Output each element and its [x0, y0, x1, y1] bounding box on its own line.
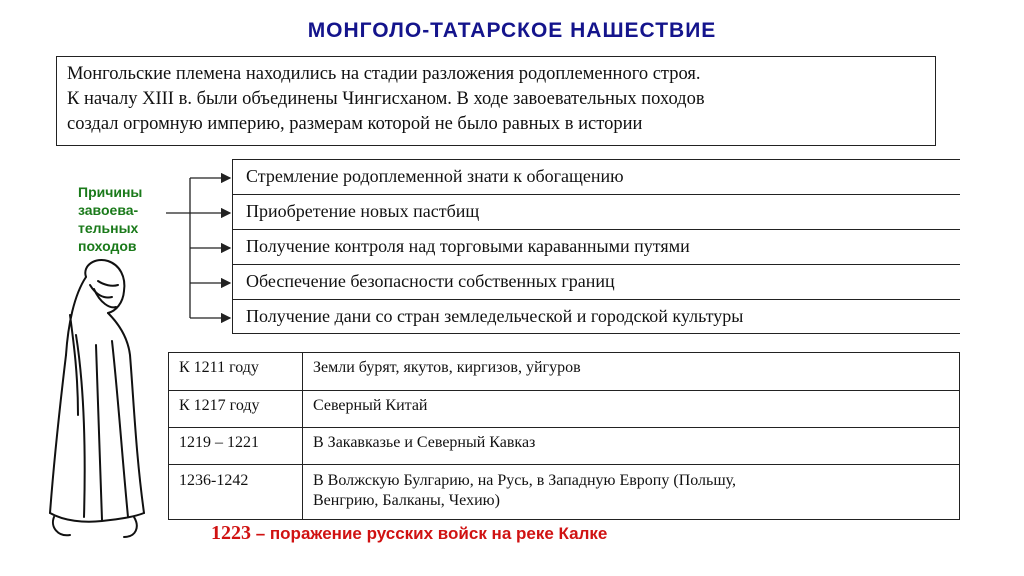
causes-label-line: тельных [78, 220, 139, 236]
causes-list [232, 159, 960, 334]
causes-label-line: походов [78, 238, 137, 254]
table-row [169, 353, 960, 391]
conquest-lands-line: В Волжскую Булгарию, на Русь, в Западную Европу (Польшу, [313, 472, 737, 489]
kalka-battle-note [211, 522, 607, 545]
conquest-lands [303, 428, 960, 465]
conquests-table [168, 352, 960, 520]
cause-item: Стремление родоплеменной знати к обогащению [232, 159, 960, 194]
conquest-lands [303, 353, 960, 391]
intro-line: К началу XIII в. были объединены Чингисханом. В ходе завоевательных походов [67, 89, 705, 109]
cause-item: Приобретение новых пастбищ [232, 194, 960, 229]
kalka-text: – поражение русских войск на реке Калке [251, 524, 608, 543]
table-row [169, 465, 960, 520]
cause-item: Получение контроля над торговыми караванными путями [232, 229, 960, 264]
conquest-lands [303, 391, 960, 428]
conquest-year: 1236-1242 [169, 465, 303, 520]
conquest-lands [303, 465, 960, 520]
conquest-year: К 1211 году [169, 353, 303, 391]
conquest-lands-line: Венгрию, Балканы, Чехию) [313, 492, 500, 509]
causes-label-line: Причины [78, 184, 143, 200]
table-row [169, 428, 960, 465]
cause-item: Получение дани со стран земледельческой и городской культуры [232, 299, 960, 334]
conquest-lands-line: Земли бурят, якутов, киргизов, уйгуров [313, 359, 581, 376]
conquest-year: 1219 – 1221 [169, 428, 303, 465]
kalka-year: 1223 [211, 522, 251, 544]
intro-line: создал огромную империю, размерам которой не было равных в истории [67, 114, 643, 134]
causes-label-line: завоева- [78, 202, 139, 218]
intro-line: Монгольские племена находились на стадии разложения родоплеменного строя. [67, 64, 701, 84]
conquest-lands-line: В Закавказье и Северный Кавказ [313, 434, 536, 451]
conquest-year: К 1217 году [169, 391, 303, 428]
conquest-lands-line: Северный Китай [313, 397, 428, 414]
table-row [169, 391, 960, 428]
page-title: МОНГОЛО-ТАТАРСКОЕ НАШЕСТВИЕ [307, 19, 717, 42]
grieving-woman-illustration [24, 255, 164, 555]
cause-item: Обеспечение безопасности собственных границ [232, 264, 960, 299]
